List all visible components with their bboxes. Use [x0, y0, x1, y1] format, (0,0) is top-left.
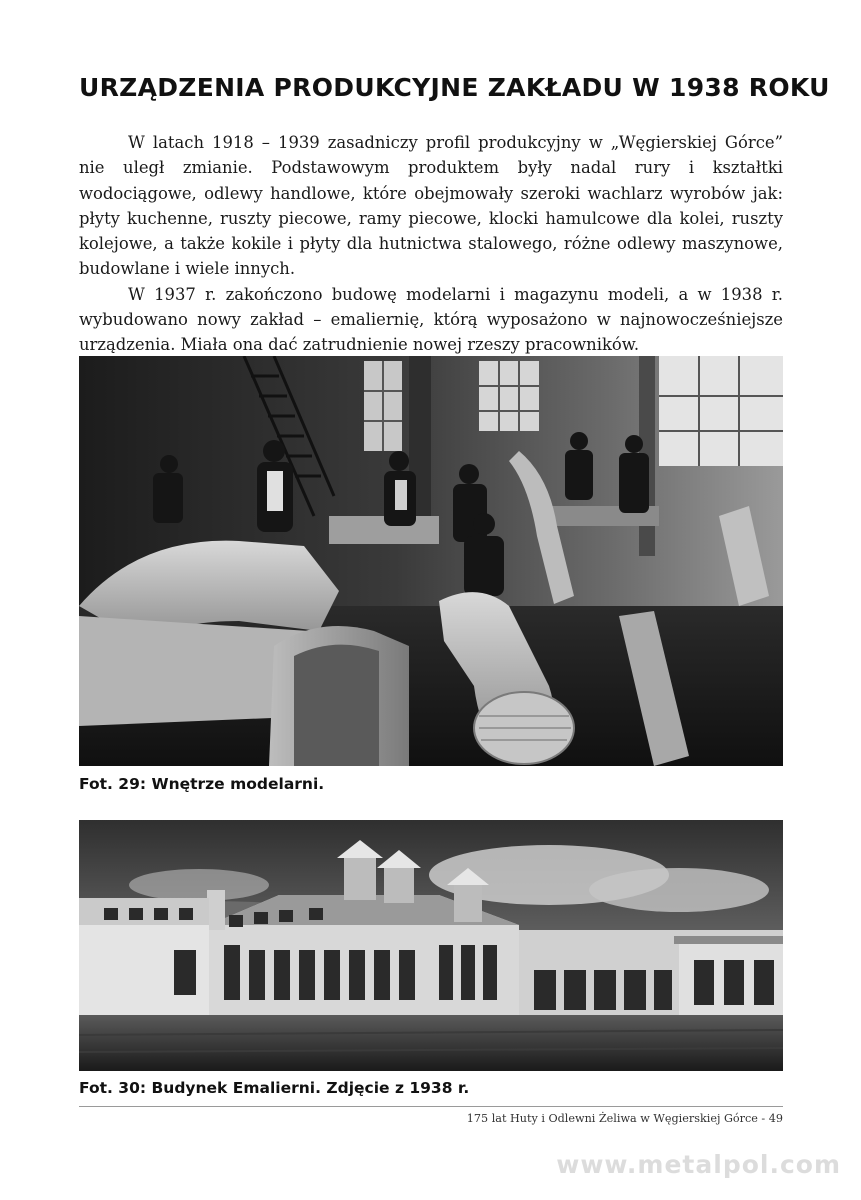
photo-workshop-interior	[79, 356, 783, 766]
page-footer: 175 lat Huty i Odlewni Żeliwa w Węgierskiej Górce - 49	[466, 1112, 783, 1125]
footer-divider	[79, 1106, 783, 1107]
photo-enamel-building	[79, 820, 783, 1071]
photo-caption-1: Fot. 29: Wnętrze modelarni.	[79, 775, 325, 793]
photo-caption-2: Fot. 30: Budynek Emalierni. Zdjęcie z 1938 r.	[79, 1079, 470, 1097]
page-title: URZĄDZENIA PRODUKCYJNE ZAKŁADU W 1938 ROKU	[79, 73, 830, 102]
paragraph-2: W 1937 r. zakończono budowę modelarni i magazynu modeli, a w 1938 r. wybudowano nowy zakład – emaliernię, którą wyposażono w najnowocześniejsze urządzenia. Miała ona dać zatrudnienie nowej rzeszy pracowników.	[79, 284, 783, 355]
watermark: www.metalpol.com	[556, 1150, 841, 1179]
paragraph-1: W latach 1918 – 1939 zasadniczy profil produkcyjny w „Węgierskiej Górce” nie uległ zmianie. Podstawowym produktem były nadal rury i kształtki wodociągowe, odlewy handlowe, które obejmowały szeroki wachlarz wyrobów jak: płyty kuchenne, ruszty piecowe, ramy piecowe, klocki hamulcowe dla kolei, ruszty kolejowe, a także kokile i płyty dla hutnictwa stalowego, różne odlewy maszynowe, budowlane i wiele innych.	[79, 133, 783, 279]
body-text	[79, 130, 783, 358]
